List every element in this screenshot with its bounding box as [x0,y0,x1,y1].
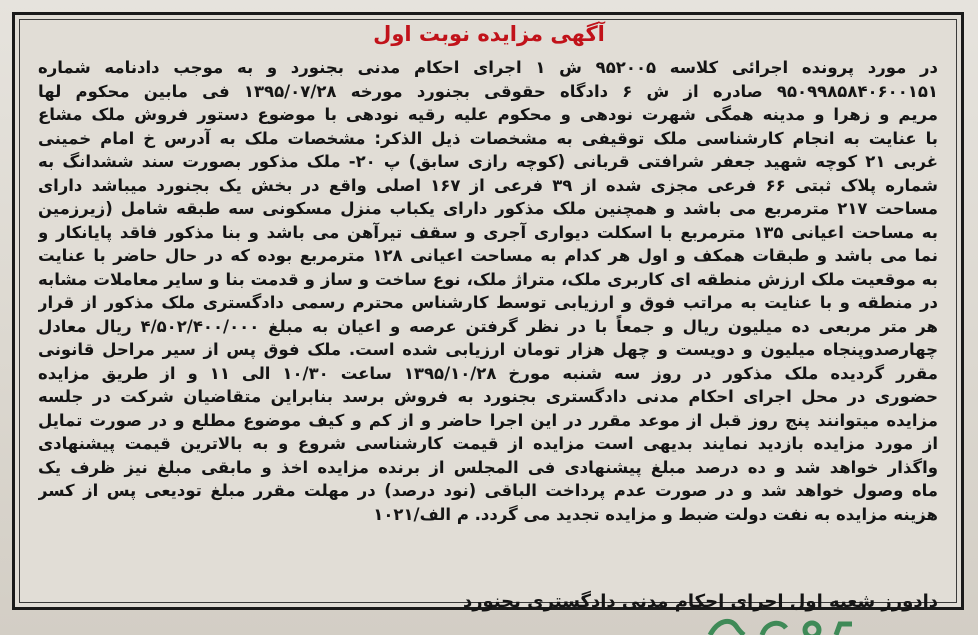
notice-line: به موقعیت ملک ارزش منطقه ای کاربری ملک، متراژ ملک، نوع ساخت و ساز و قدمت بنا و سایر معاملات مشابه [38,269,938,289]
notice-line: ۹۵۰۹۹۸۵۸۴۰۶۰۰۱۵۱ صادره از ش ۶ دادگاه حقوقی بجنورد مورخه ۱۳۹۵/۰۷/۲۸ فی مابین محکوم لها [38,81,938,101]
notice-line: با عنایت به انجام کارشناسی ملک توقیفی به مشخصات ذیل الذکر: مشخصات ملک به آدرس خ امام خمینی [38,128,938,148]
notice-line: در مورد پرونده اجرائی کلاسه ۹۵۲۰۰۵ ش ۱ اجرای احکام مدنی بجنورد و به موجب دادنامه شماره [38,58,938,77]
notice-line: شماره پلاک ثبتی ۶۶ فرعی مجزی شده از ۳۹ فرعی از ۱۶۷ اصلی واقع در بخش یک بجنورد میباشد دارای [38,175,938,195]
notice-signature: دادورز شعبه اول اجرای احکام مدنی دادگستری بجنورد [462,591,938,612]
notice-line: به مساحت اعیانی ۱۳۵ مترمربع با اسکلت دیواری آجری و سقف تیرآهن می باشد و بنا مذکور فاقد پایانکار و [38,222,938,242]
notice-line: مساحت ۲۱۷ مترمربع می باشد و همچنین ملک مذکور دارای یکباب منزل مسکونی سه طبقه شامل (زیرزمین [38,199,938,218]
notice-line: هزینه مزایده به نفت دولت ضبط و مزایده تجدید می گردد. م الف/۱۰۲۱ [373,504,938,524]
cropped-numerals-graphic [700,614,860,635]
notice-title: آگهی مزایده نوبت اول [373,22,605,46]
notice-line: مریم و زهرا و مدینه همگی شهرت نودهی و محکوم علیه رقیه نودهی با موضوع دستور فروش ملک مشاع [38,105,938,124]
notice-line: چهارصدوپنجاه میلیون و دویست و چهل هزار تومان ارزیابی شده است. ملک فوق پس از سیر مراحل قانونی [38,340,938,359]
notice-line: مزایده میتوانند پنج روز قبل از موعد مقرر در این اجرا حاضر و از کم و کیف موضوع مطلع و در صورت تمایل [38,410,938,430]
notice-line: نما می باشد و طبقات همکف و اول هر کدام به مساحت اعیانی ۱۲۸ مترمربع بوده که در حال حاضر با عنایت [38,246,938,265]
notice-body [38,56,938,526]
notice-line: غربی ۲۱ کوچه شهید جعفر شرافتی قربانی (کوچه رازی سابق) پ ۲۰- ملک مذکور بصورت سند ششدانگ به [38,152,938,171]
notice-line: هر متر مربعی ده میلیون ریال و جمعاً با در نظر گرفتن عرصه و اعیان به مبلغ ۴/۵۰۲/۴۰۰/۰۰۰ ریال معادل [38,316,938,336]
notice-line: حضوری در محل اجرای احکام مدنی دادگستری بجنورد به فروش برسد بنابراین متقاضیان شرکت در جلسه [38,387,938,406]
notice-line: واگذار خواهد شد و ده درصد مبلغ پیشنهادی فی المجلس از برنده مزایده اخذ و مابقی مبلغ نیز ظرف یک [38,457,938,477]
notice-line: ماه وصول خواهد شد و در صورت عدم پرداخت الباقی (نود درصد) در مهلت مقرر مبلغ تودیعی پس از کسر [38,481,938,500]
notice-line: در منطقه و با عنایت به مراتب فوق و ارزیابی توسط کارشناس محترم رسمی دادگستری ملک مذکور از قرار [38,293,938,312]
notice-line: از مورد مزایده بازدید نمایند بدیهی است مزایده از قیمت کارشناسی شروع و به بالاترین قیمت پیشنهادی [38,434,938,453]
notice-line: مقرر گردیده ملک مذکور در روز سه شنبه مورخ ۱۳۹۵/۱۰/۲۸ ساعت ۱۰/۳۰ الی ۱۱ و از طریق مزایده [38,363,938,383]
